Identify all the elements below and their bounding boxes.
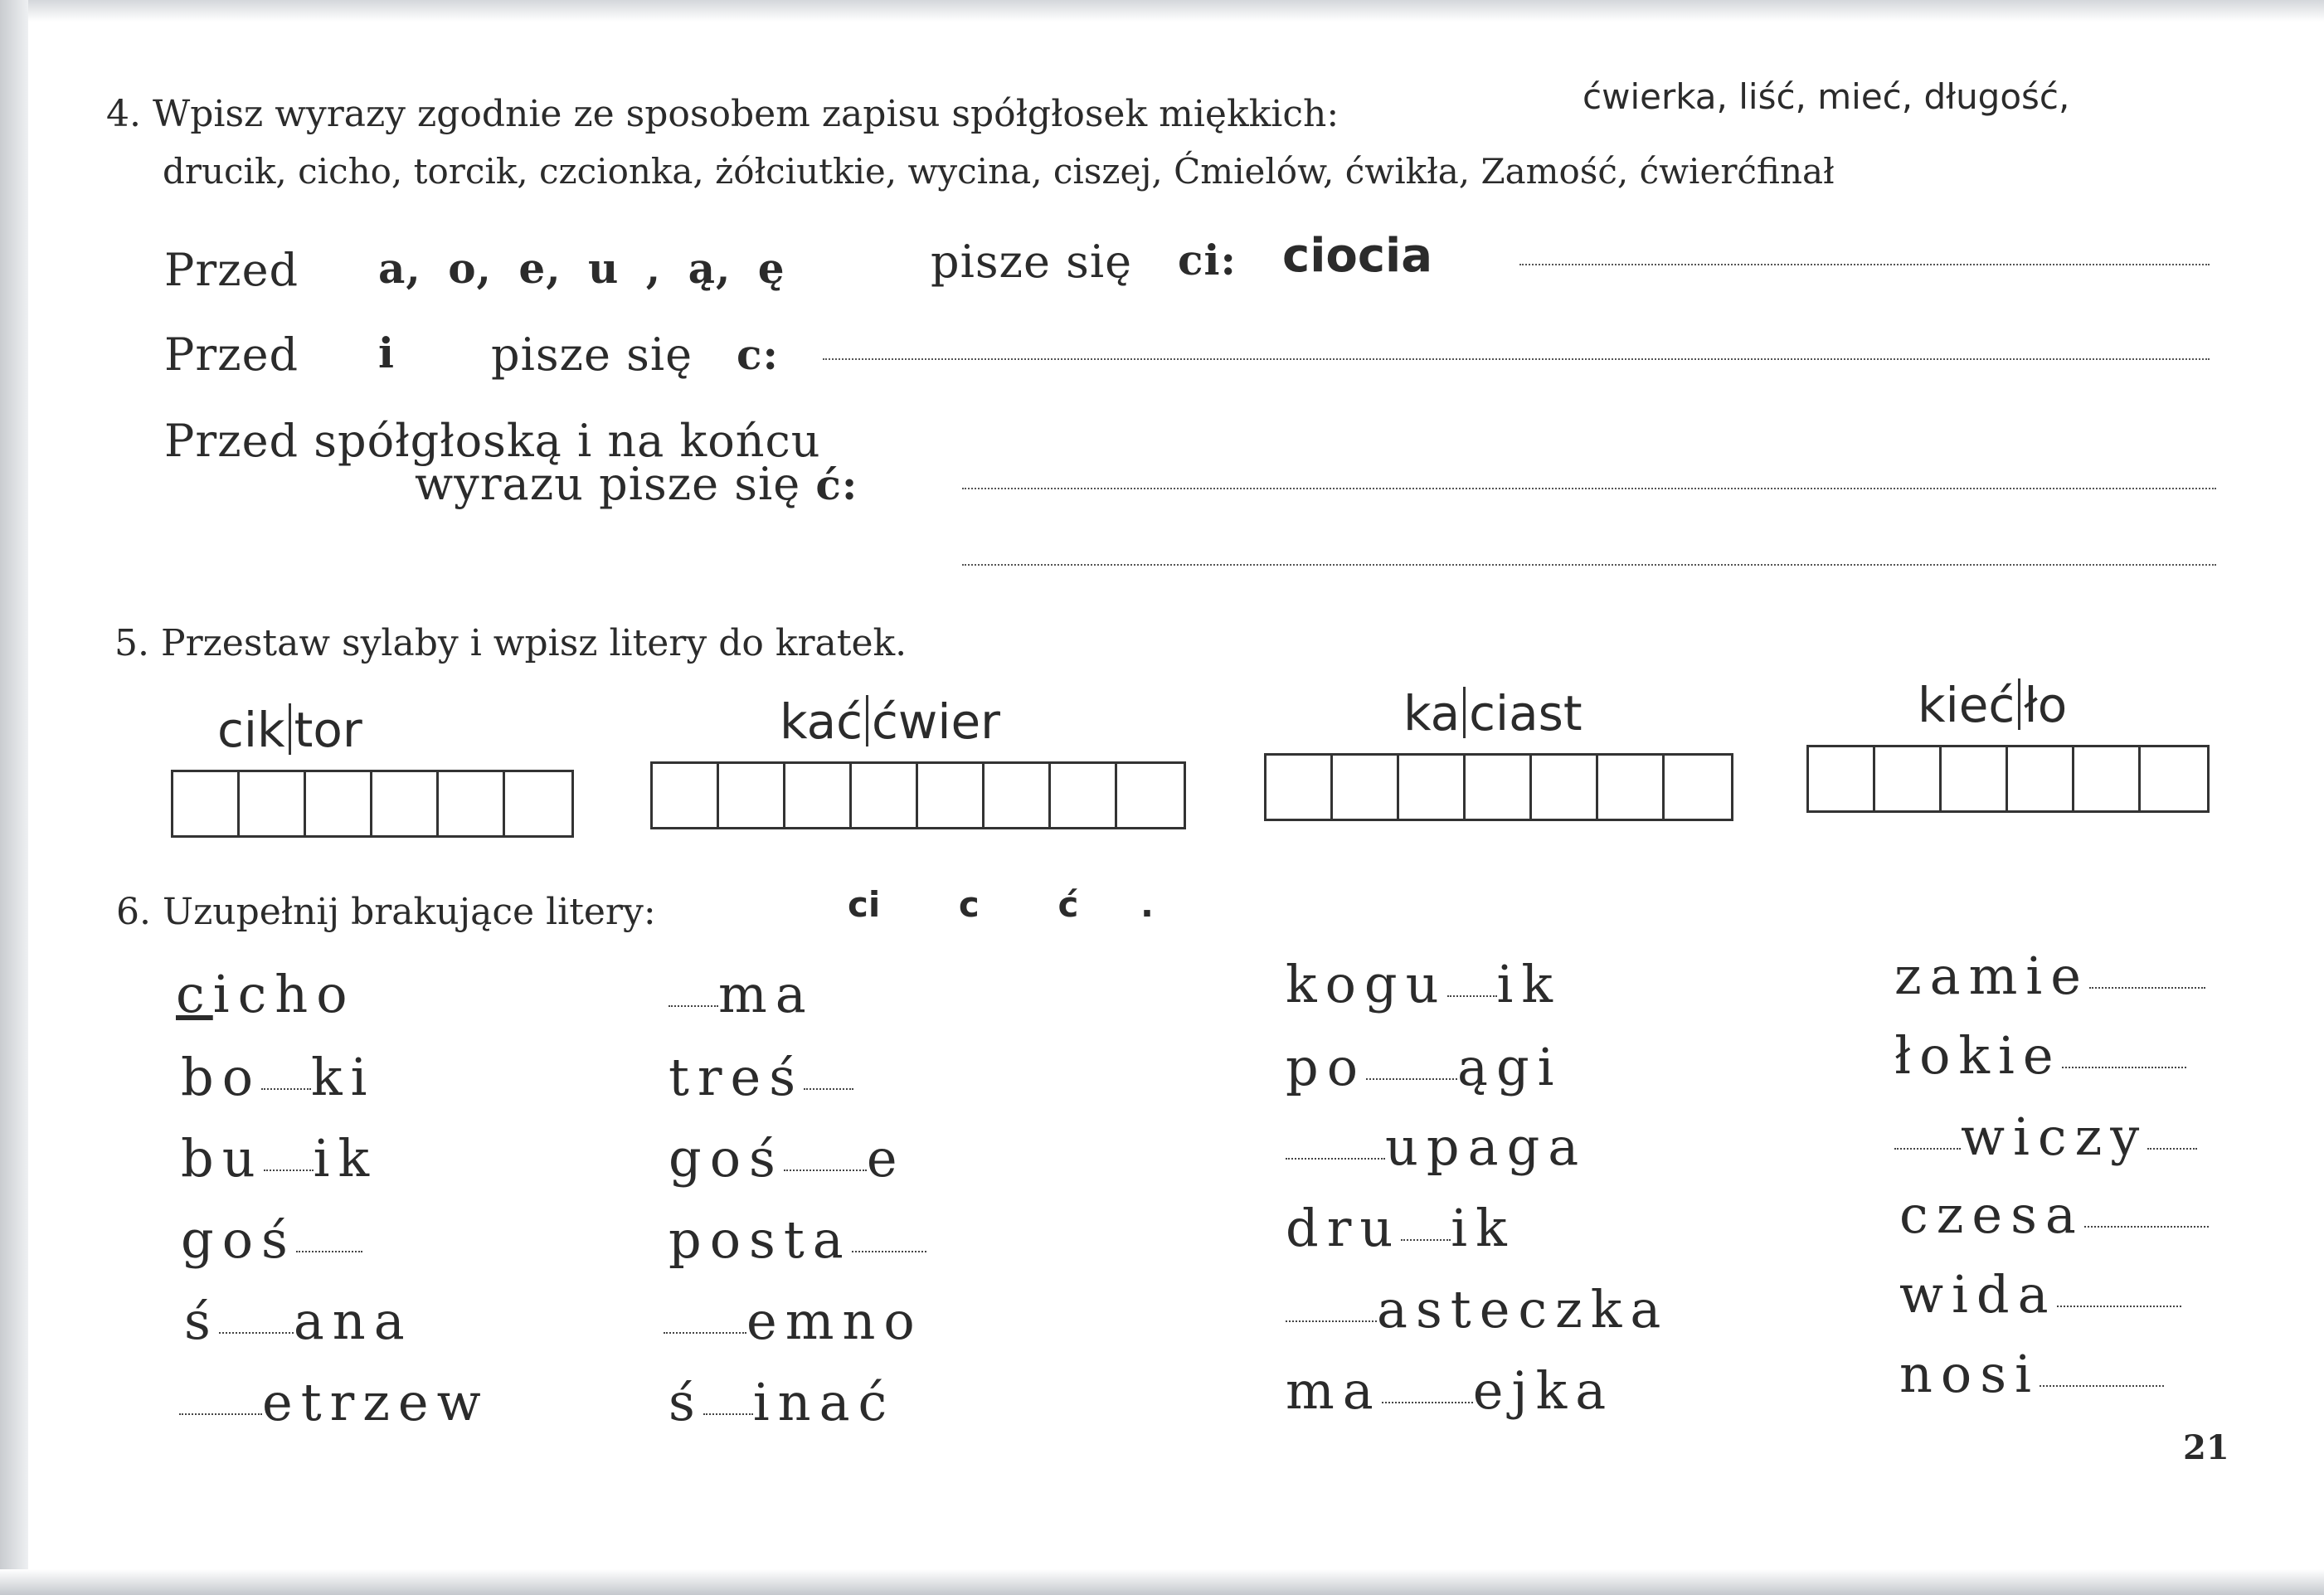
rule2-c: c:	[737, 330, 779, 379]
word-part: nosi	[1899, 1344, 2040, 1404]
letter-box[interactable]	[1665, 756, 1731, 819]
letter-box[interactable]	[852, 764, 918, 827]
syllable-divider	[1463, 687, 1466, 738]
word-c1-r6	[179, 1372, 489, 1432]
word-part: ś	[184, 1291, 219, 1351]
page-top-shadow	[0, 0, 2324, 22]
blank[interactable]	[2089, 987, 2205, 989]
letter-box[interactable]	[1809, 747, 1875, 810]
ex5-instruction: Przestaw sylaby i wpisz litery do kratek.	[160, 622, 907, 664]
word-part: kogu	[1286, 954, 1447, 1014]
syllable: kieć	[1918, 677, 2015, 733]
ex5-header	[114, 622, 907, 664]
word-part: ągi	[1457, 1037, 1563, 1097]
blank[interactable]	[804, 1088, 853, 1090]
word-c3-r3	[1286, 1116, 1587, 1177]
word-c3-r4	[1286, 1198, 1515, 1258]
syllable-divider	[289, 703, 291, 755]
rule2-answer-line[interactable]	[823, 358, 2210, 360]
word-part: emno	[746, 1291, 923, 1351]
word-part: ś	[669, 1372, 703, 1432]
letter-box[interactable]	[1942, 747, 2008, 810]
word-c1-r5	[184, 1291, 413, 1351]
blank[interactable]	[219, 1332, 294, 1334]
letter-boxes-4	[1806, 745, 2210, 813]
rule3-line2	[415, 458, 858, 510]
word-part: icho	[212, 964, 356, 1024]
blank[interactable]	[179, 1413, 262, 1415]
letter-box[interactable]	[306, 772, 372, 835]
letter-box[interactable]	[173, 772, 240, 835]
syllable: ćwier	[872, 693, 1000, 750]
word-part: łokie	[1894, 1025, 2062, 1086]
letter-box[interactable]	[2074, 747, 2141, 810]
ex4-instruction: Wpisz wyrazy zgodnie ze sposobem zapisu spółgłosek miękkich:	[152, 93, 1339, 135]
word-part: ik	[1496, 954, 1561, 1014]
word-c2-r6	[669, 1372, 895, 1432]
letter-box[interactable]	[1267, 756, 1333, 819]
ex6-number: 6.	[116, 891, 151, 933]
blank[interactable]	[784, 1170, 867, 1171]
letter-c-acute: ć	[1057, 884, 1079, 925]
letter-c: c	[958, 884, 980, 925]
ex4-words-line2: drucik, cicho, torcik, czcionka, żółciutkie, wycina, ciszej, Ćmielów, ćwikła, Zamość, ćwierćfinał	[163, 151, 1835, 192]
letter-boxes-1	[171, 770, 574, 838]
syllable: cik	[217, 702, 285, 758]
word-c2-r5	[664, 1291, 923, 1351]
rule3-answer-line-2[interactable]	[962, 564, 2216, 566]
syllables-3	[1403, 685, 1583, 742]
word-c4-r5	[1899, 1264, 2181, 1325]
rule2-przed: Przed	[164, 328, 299, 381]
word-part: etrzew	[262, 1372, 489, 1432]
blank[interactable]	[296, 1251, 362, 1252]
word-c2-r2	[669, 1047, 853, 1107]
word-part: goś	[181, 1209, 296, 1270]
page-left-shadow	[0, 0, 28, 1595]
blank[interactable]	[1286, 1320, 1377, 1322]
letter-box[interactable]	[439, 772, 505, 835]
word-part: dru	[1286, 1198, 1402, 1258]
word-c4-r1	[1894, 946, 2205, 1006]
syllable: kać	[780, 693, 863, 750]
letter-box[interactable]	[240, 772, 306, 835]
ex5-number: 5.	[114, 622, 149, 664]
blank[interactable]	[264, 1170, 314, 1171]
letter-box[interactable]	[785, 764, 852, 827]
word-c1-r2	[181, 1047, 375, 1107]
word-part: ki	[311, 1047, 376, 1107]
word-c2-r3	[669, 1128, 906, 1189]
page-number: 21	[2183, 1428, 2229, 1467]
word-part: posta	[669, 1209, 852, 1270]
syllables-1	[217, 702, 362, 758]
rule1-example: ciocia	[1282, 229, 1433, 283]
blank[interactable]	[2057, 1306, 2181, 1307]
letter-box[interactable]	[1598, 756, 1665, 819]
word-c3-r6	[1286, 1360, 1614, 1421]
blank[interactable]	[1366, 1078, 1457, 1080]
ex6-instruction: Uzupełnij brakujące litery:	[162, 891, 656, 933]
word-part: treś	[669, 1047, 805, 1107]
word-c2-r4	[669, 1209, 926, 1270]
letter-box[interactable]	[719, 764, 785, 827]
rule2-pisze: pisze się	[491, 328, 693, 381]
rule1-letters: a, o, e, u , ą, ę	[378, 244, 785, 293]
letter-box[interactable]	[2008, 747, 2074, 810]
syllable: tor	[294, 702, 362, 758]
blank[interactable]	[1401, 1239, 1451, 1241]
blank[interactable]	[1382, 1402, 1473, 1403]
letter-box[interactable]	[1875, 747, 1942, 810]
letter-box[interactable]	[1399, 756, 1466, 819]
word-c4-r6	[1899, 1344, 2164, 1404]
word-part: wiczy	[1961, 1106, 2148, 1167]
word-c1-r1	[176, 964, 356, 1024]
blank[interactable]	[2084, 1226, 2209, 1228]
rule1-answer-line[interactable]	[1519, 264, 2210, 265]
blank[interactable]	[261, 1088, 311, 1090]
rule1-przed: Przed	[164, 244, 299, 296]
word-part: goś	[669, 1128, 784, 1189]
word-part: ma	[718, 964, 814, 1024]
letter-box[interactable]	[505, 772, 571, 835]
word-c1-r4	[181, 1209, 362, 1270]
blank[interactable]	[2062, 1067, 2186, 1068]
word-part: asteczka	[1377, 1279, 1670, 1340]
word-c4-r2	[1894, 1025, 2186, 1086]
word-part: ik	[1451, 1198, 1515, 1258]
word-part: ejka	[1472, 1360, 1615, 1421]
rule3-line1: Przed spółgłoską i na końcu	[164, 415, 821, 467]
letter-boxes-2	[650, 761, 1186, 829]
blank[interactable]	[664, 1332, 746, 1334]
letter-box[interactable]	[1117, 764, 1184, 827]
word-part: bu	[181, 1128, 264, 1189]
ex4-words-line1: ćwierka, liść, mieć, długość,	[1583, 76, 2070, 117]
word-c4-r3	[1894, 1106, 2197, 1167]
letter-box[interactable]	[1466, 756, 1532, 819]
word-part: bo	[181, 1047, 262, 1107]
letter-boxes-3	[1264, 753, 1733, 821]
word-part: e	[866, 1128, 906, 1189]
rule1-ci: ci:	[1178, 236, 1237, 284]
letter-box[interactable]	[1532, 756, 1598, 819]
letter-box[interactable]	[918, 764, 985, 827]
word-part: c	[176, 964, 213, 1024]
syllable: ka	[1403, 685, 1461, 742]
rule3-cc: ć:	[815, 460, 858, 509]
word-c3-r2	[1286, 1037, 1563, 1097]
ex4-number: 4.	[106, 93, 141, 135]
word-part: ik	[313, 1128, 378, 1189]
blank[interactable]	[2040, 1385, 2164, 1387]
blank[interactable]	[852, 1251, 926, 1252]
letter-box[interactable]	[1051, 764, 1117, 827]
word-c1-r3	[181, 1128, 377, 1189]
rule3-text: wyrazu pisze się	[415, 458, 801, 510]
blank[interactable]	[2147, 1148, 2197, 1150]
word-c4-r4	[1899, 1184, 2209, 1245]
letter-box[interactable]	[1333, 756, 1399, 819]
word-part: wida	[1899, 1264, 2057, 1325]
word-c3-r5	[1286, 1279, 1669, 1340]
ex6-letters	[848, 884, 1154, 925]
letter-box[interactable]	[372, 772, 439, 835]
syllables-4	[1918, 677, 2067, 733]
word-part: zamie	[1894, 946, 2089, 1006]
rule3-answer-line-1[interactable]	[962, 488, 2216, 489]
letter-box[interactable]	[985, 764, 1051, 827]
page-bottom-shadow	[0, 1569, 2324, 1595]
word-part: ma	[1286, 1360, 1382, 1421]
rule2-letter: i	[378, 328, 395, 377]
syllables-2	[780, 693, 1000, 750]
ex4-header	[106, 93, 1339, 135]
word-part: upaga	[1385, 1116, 1587, 1177]
syllable-divider	[2018, 678, 2020, 730]
syllable: ciast	[1469, 685, 1583, 742]
letter-dot: .	[1140, 884, 1154, 925]
word-part: ana	[293, 1291, 413, 1351]
blank[interactable]	[1447, 995, 1497, 997]
blank[interactable]	[1286, 1158, 1385, 1160]
letter-ci: ci	[848, 884, 881, 925]
blank[interactable]	[1894, 1148, 1961, 1150]
rule1-pisze: pisze się	[931, 236, 1133, 288]
word-part: inać	[752, 1372, 896, 1432]
blank[interactable]	[669, 1005, 718, 1007]
word-c2-r1	[669, 964, 814, 1024]
word-part: po	[1286, 1037, 1367, 1097]
syllable-divider	[866, 695, 868, 746]
syllable: ło	[2024, 677, 2068, 733]
word-c3-r1	[1286, 954, 1561, 1014]
letter-box[interactable]	[653, 764, 719, 827]
ex6-header	[116, 891, 656, 933]
letter-box[interactable]	[2141, 747, 2207, 810]
word-part: czesa	[1899, 1184, 2084, 1245]
blank[interactable]	[703, 1413, 753, 1415]
